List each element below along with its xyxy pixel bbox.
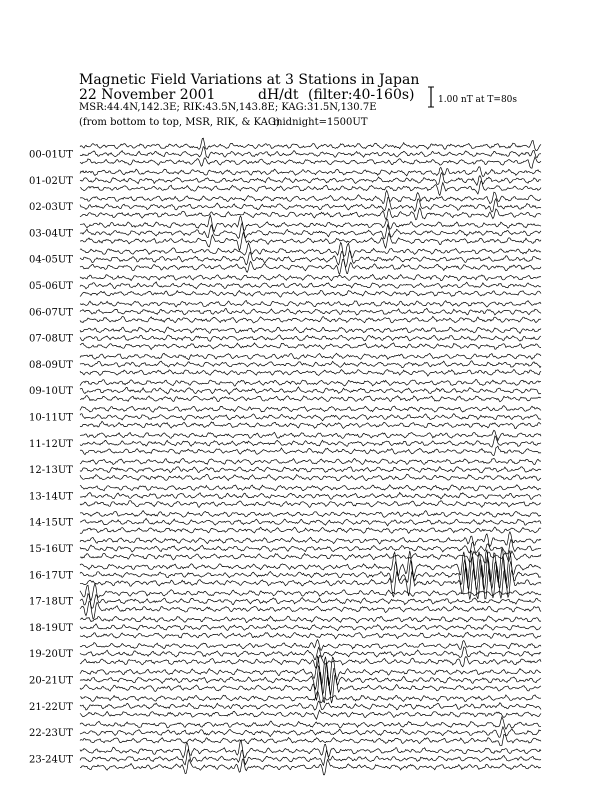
filter-label: (filter:40-160s) — [308, 87, 415, 103]
trace-msr — [80, 369, 541, 376]
hour-label: 05-06UT — [29, 281, 73, 292]
trace-rik — [80, 647, 541, 659]
trace-kag — [80, 485, 541, 491]
trace-rik — [80, 414, 541, 421]
trace-kag — [80, 458, 541, 464]
station-order-note: (from bottom to top, MSR, RIK, & KAG) — [79, 117, 280, 128]
trace-kag — [80, 215, 541, 231]
trace-msr — [80, 527, 541, 534]
trace-kag — [80, 717, 541, 729]
trace-msr — [80, 208, 541, 220]
trace-msr — [80, 710, 541, 719]
stations-label: MSR:44.4N,142.3E; RIK:43.5N,143.8E; KAG:31.5N,130.7E — [79, 102, 377, 113]
trace-kag — [80, 243, 541, 258]
trace-kag — [80, 190, 541, 203]
trace-rik — [80, 493, 541, 500]
trace-rik — [80, 250, 541, 267]
hour-label: 21-22UT — [29, 701, 73, 713]
trace-rik — [80, 701, 541, 710]
trace-msr — [80, 316, 541, 323]
trace-rik — [80, 594, 541, 609]
hour-label: 17-18UT — [29, 596, 73, 608]
trace-kag — [80, 274, 541, 280]
trace-rik — [80, 387, 541, 394]
trace-rik — [80, 308, 541, 315]
trace-rik — [80, 727, 541, 738]
hour-label: 04-05UT — [29, 254, 73, 266]
hour-label: 12-13UT — [29, 465, 73, 477]
hour-label: 16-17UT — [29, 570, 73, 582]
trace-kag — [80, 167, 541, 177]
trace-msr — [80, 396, 541, 402]
trace-rik — [80, 173, 541, 186]
trace-rik — [80, 624, 541, 631]
trace-msr — [80, 157, 541, 168]
hour-label: 19-20UT — [29, 649, 73, 661]
trace-kag — [80, 511, 541, 518]
hour-label: 02-03UT — [29, 202, 73, 214]
midnight-note: midnight=1500UT — [273, 117, 368, 128]
trace-msr — [80, 181, 541, 195]
hour-label: 18-19UT — [29, 622, 73, 634]
trace-msr — [80, 343, 541, 350]
chart-title: Magnetic Field Variations at 3 Stations in Japan — [79, 72, 420, 88]
trace-kag — [80, 691, 541, 703]
trace-msr — [80, 446, 541, 456]
hour-label: 07-08UT — [29, 333, 73, 345]
quantity-label: dH/dt — [258, 87, 299, 103]
trace-kag — [80, 138, 541, 150]
trace-kag — [80, 741, 541, 758]
trace-msr — [80, 734, 541, 745]
hour-label: 14-15UT — [29, 517, 73, 529]
trace-kag — [80, 640, 541, 651]
trace-rik — [80, 436, 541, 447]
trace-kag — [80, 327, 541, 334]
hour-label: 13-14UT — [29, 491, 73, 503]
scale-label: 1.00 nT at T=80s — [438, 95, 518, 105]
trace-rik — [80, 518, 541, 525]
trace-kag — [80, 548, 541, 584]
hour-label: 00-01UT — [29, 149, 73, 161]
trace-msr — [80, 474, 541, 480]
hour-label: 06-07UT — [29, 307, 73, 319]
trace-msr — [80, 501, 541, 508]
hour-label: 08-09UT — [29, 359, 73, 371]
trace-kag — [80, 379, 541, 386]
hour-label: 11-12UT — [29, 438, 73, 450]
trace-msr — [80, 656, 541, 669]
trace-kag — [80, 301, 541, 307]
trace-rik — [80, 467, 541, 473]
trace-kag — [80, 406, 541, 413]
hour-label: 22-23UT — [29, 728, 73, 740]
trace-msr — [80, 421, 541, 428]
hour-label: 09-10UT — [29, 386, 73, 398]
trace-msr — [80, 632, 541, 639]
hour-label: 03-04UT — [29, 228, 73, 240]
trace-kag — [80, 353, 541, 359]
trace-rik — [80, 361, 541, 368]
hour-label: 23-24UT — [29, 754, 73, 766]
hour-label: 15-16UT — [29, 544, 73, 555]
trace-msr — [80, 601, 541, 618]
trace-rik — [80, 335, 541, 341]
hour-label: 20-21UT — [29, 675, 73, 687]
trace-rik — [80, 282, 541, 289]
trace-rik — [80, 223, 541, 239]
hour-label: 10-11UT — [29, 412, 73, 424]
trace-kag — [80, 616, 541, 623]
hour-label: 01-02UT — [29, 175, 73, 187]
trace-msr — [80, 290, 541, 297]
trace-msr — [80, 759, 541, 775]
date-label: 22 November 2001 — [79, 87, 216, 103]
trace-kag — [80, 430, 541, 440]
